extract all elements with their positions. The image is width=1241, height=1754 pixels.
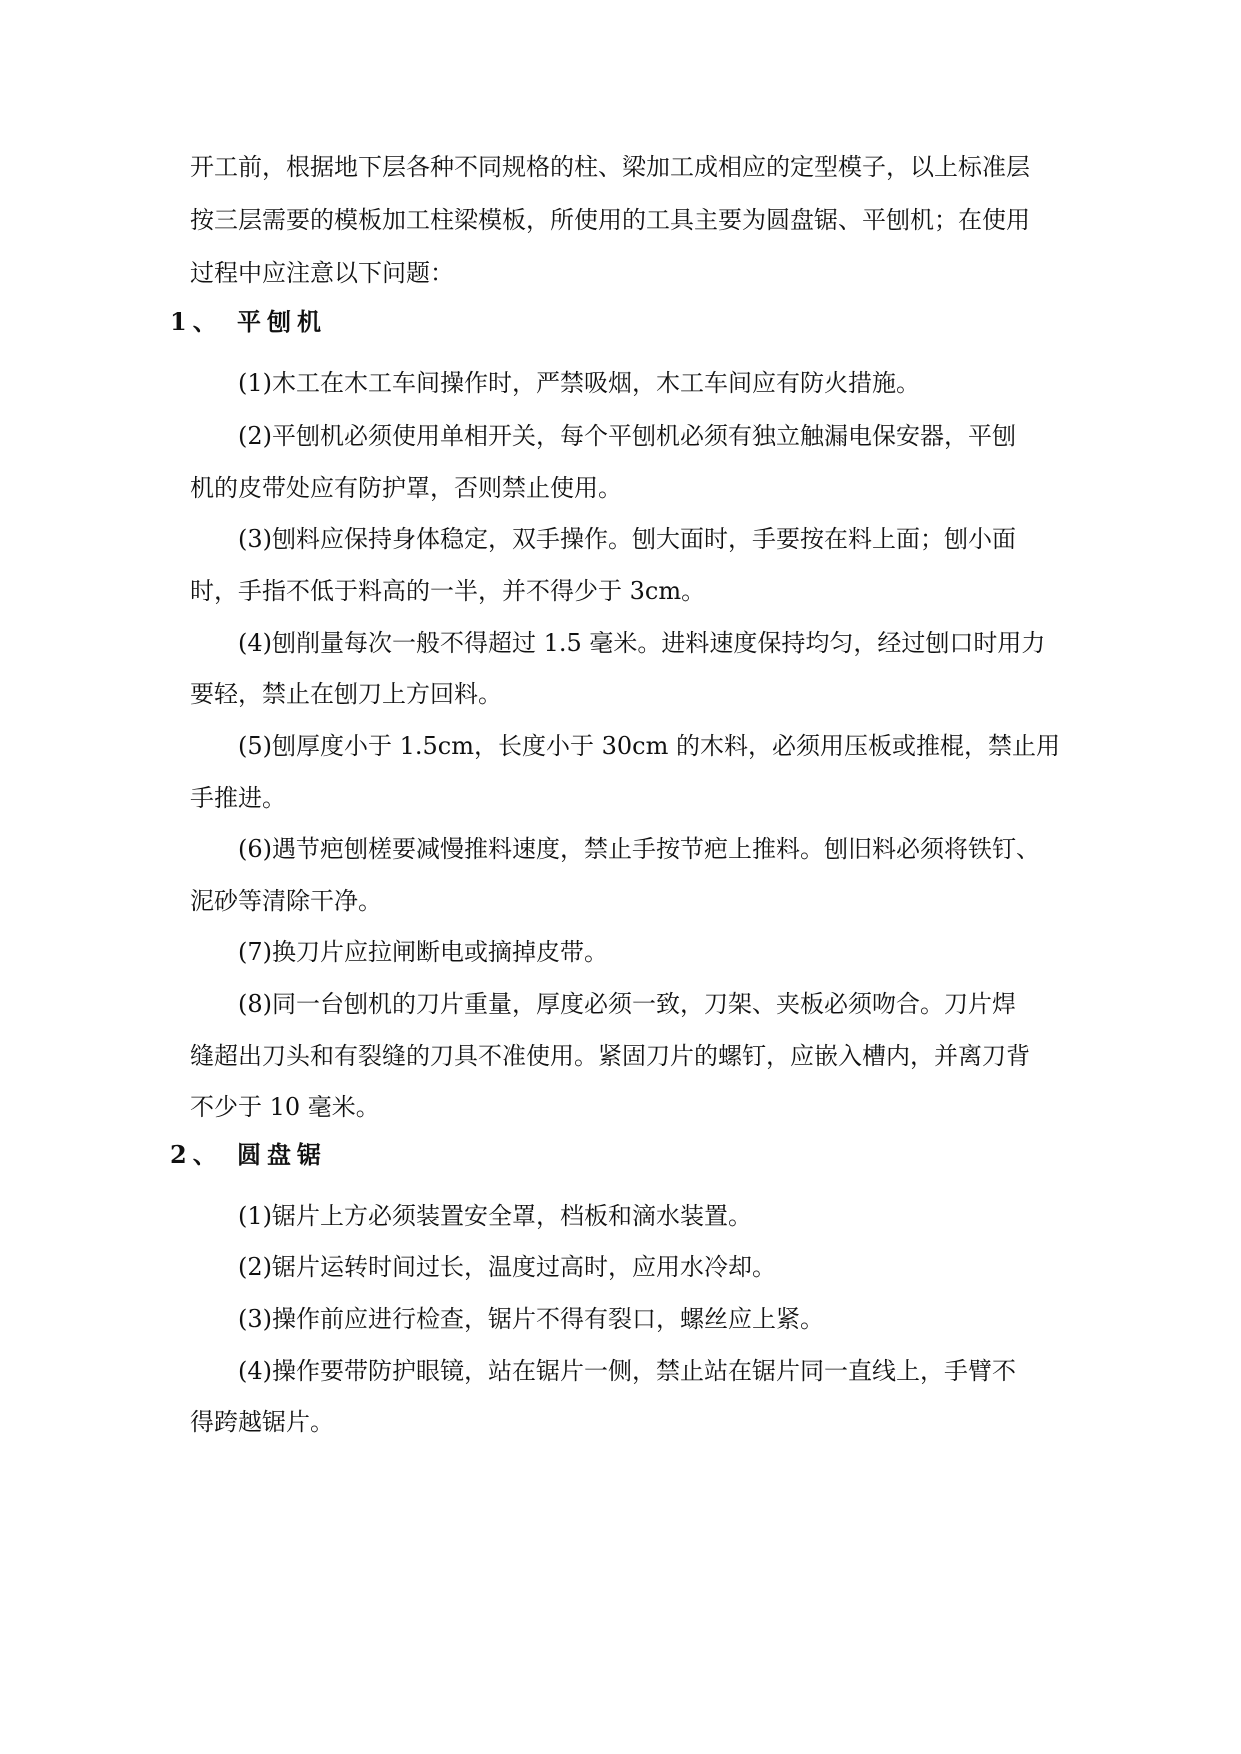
- intro-line: 按三层需要的模板加工柱梁模板，所使用的工具主要为圆盘锯、平刨机；在使用: [190, 206, 1030, 234]
- paragraph-line: 得跨越锯片。: [190, 1408, 334, 1436]
- paragraph-line: (3)刨料应保持身体稳定，双手操作。刨大面时，手要按在料上面；刨小面: [238, 525, 1016, 553]
- paragraph-line: (5)刨厚度小于 1.5cm，长度小于 30cm 的木料，必须用压板或推棍，禁止用: [238, 732, 1060, 760]
- section-heading-planer: 1、 平刨机: [170, 307, 328, 336]
- intro-line: 过程中应注意以下问题：: [190, 259, 454, 287]
- paragraph-line: 机的皮带处应有防护罩，否则禁止使用。: [190, 474, 622, 502]
- paragraph-line: (7)换刀片应拉闸断电或摘掉皮带。: [238, 938, 608, 966]
- paragraph-line: 不少于 10 毫米。: [190, 1093, 380, 1121]
- paragraph-line: 要轻，禁止在刨刀上方回料。: [190, 680, 502, 708]
- paragraph-line: (2)锯片运转时间过长，温度过高时，应用水冷却。: [238, 1253, 776, 1281]
- paragraph-line: 泥砂等清除干净。: [190, 887, 382, 915]
- intro-line: 开工前，根据地下层各种不同规格的柱、梁加工成相应的定型模子，以上标准层: [190, 153, 1030, 181]
- paragraph-line: (4)刨削量每次一般不得超过 1.5 毫米。进料速度保持均匀，经过刨口时用力: [238, 629, 1046, 657]
- paragraph-line: 缝超出刀头和有裂缝的刀具不准使用。紧固刀片的螺钉，应嵌入槽内，并离刀背: [190, 1042, 1030, 1070]
- paragraph-line: (6)遇节疤刨槎要减慢推料速度，禁止手按节疤上推料。刨旧料必须将铁钉、: [238, 835, 1040, 863]
- paragraph-line: (1)锯片上方必须装置安全罩，档板和滴水装置。: [238, 1202, 752, 1230]
- paragraph-line: (2)平刨机必须使用单相开关，每个平刨机必须有独立触漏电保安器，平刨: [238, 422, 1016, 450]
- section-heading-circular-saw: 2、 圆盘锯: [170, 1140, 328, 1169]
- paragraph-line: (1)木工在木工车间操作时，严禁吸烟，木工车间应有防火措施。: [238, 369, 920, 397]
- paragraph-line: (3)操作前应进行检查，锯片不得有裂口，螺丝应上紧。: [238, 1305, 824, 1333]
- paragraph-line: (4)操作要带防护眼镜，站在锯片一侧，禁止站在锯片同一直线上，手臂不: [238, 1357, 1016, 1385]
- paragraph-line: (8)同一台刨机的刀片重量，厚度必须一致，刀架、夹板必须吻合。刀片焊: [238, 990, 1016, 1018]
- paragraph-line: 手推进。: [190, 784, 286, 812]
- paragraph-line: 时，手指不低于料高的一半，并不得少于 3cm。: [190, 577, 706, 605]
